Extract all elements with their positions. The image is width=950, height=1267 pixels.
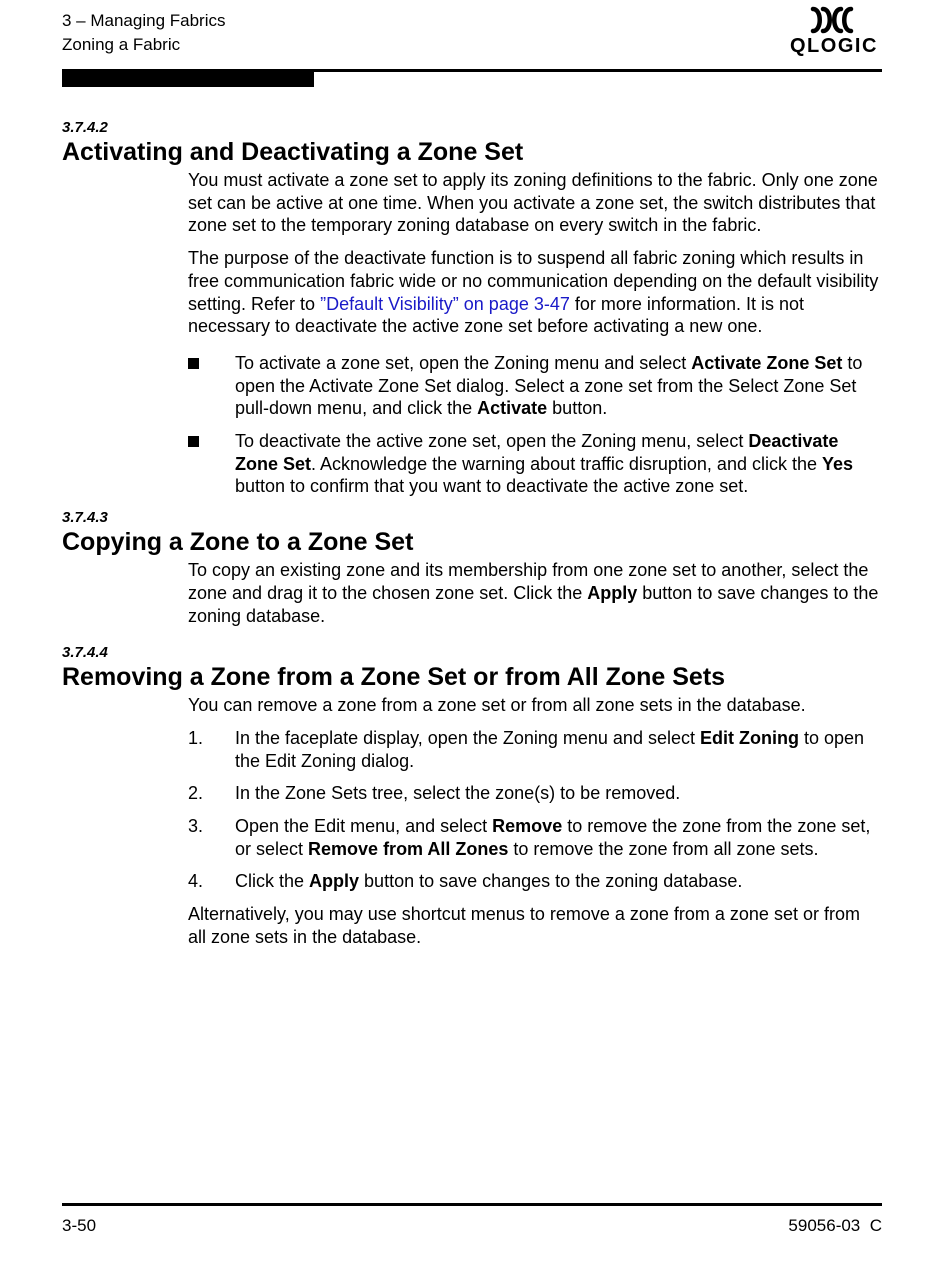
step-text — [235, 782, 882, 805]
numbered-step — [188, 727, 882, 772]
bullet-item — [188, 352, 882, 420]
page-content — [62, 118, 882, 959]
section-number: 3.7.4.3 — [62, 509, 108, 527]
bold-term: Remove from All Zones — [308, 838, 509, 859]
section-heading: Copying a Zone to a Zone Set — [62, 528, 414, 557]
text: In the faceplate display, open the Zoning menu and select — [235, 727, 700, 748]
bullet-item — [188, 430, 882, 498]
bullet-square-icon — [188, 436, 199, 447]
section-heading: Activating and Deactivating a Zone Set — [62, 138, 524, 166]
paragraph: You can remove a zone from a zone set or from all zone sets in the database. — [188, 695, 806, 716]
bold-term: Edit Zoning — [699, 727, 799, 748]
numbered-step — [188, 815, 882, 860]
numbered-step — [188, 782, 882, 805]
step-text — [235, 815, 882, 860]
bold-term: Apply — [587, 582, 638, 603]
text: Open the Edit menu, and select — [235, 816, 493, 837]
footer-rule — [62, 1203, 882, 1206]
text: to open the Edit Zoning dialog. — [235, 727, 865, 771]
paragraph — [188, 559, 882, 627]
text: To activate a zone set, open the Zoning menu and select — [235, 352, 692, 373]
text: to remove the zone from all zone sets. — [508, 838, 819, 859]
section-body — [188, 169, 882, 498]
text: Click the — [235, 871, 310, 892]
bullet-text — [235, 352, 882, 420]
bold-term: Apply — [309, 871, 360, 892]
chapter-title: 3 – Managing Fabrics — [62, 11, 226, 30]
paragraph — [188, 247, 882, 338]
text: To copy an existing zone and its membership from one zone set to another, select the zone and drag it to the chosen zone set. Click the — [188, 560, 869, 603]
bullet-text — [235, 430, 882, 498]
step-text — [235, 727, 882, 772]
step-number: 4. — [188, 871, 204, 892]
bold-term: Activate — [477, 398, 548, 419]
running-head — [62, 9, 225, 57]
document-number: 59056-03 C — [788, 1216, 882, 1235]
header-bar — [62, 72, 314, 87]
section-number: 3.7.4.4 — [62, 644, 108, 662]
section-number: 3.7.4.2 — [62, 119, 108, 136]
section-body — [188, 559, 882, 627]
step-number: 3. — [188, 816, 204, 837]
bold-term: Activate Zone Set — [691, 352, 843, 373]
bullet-square-icon — [188, 358, 199, 369]
text: to remove the zone from the zone set, or select — [235, 816, 871, 859]
step-number: 1. — [188, 727, 204, 748]
step-number: 2. — [188, 783, 204, 804]
page-number: 3-50 — [62, 1216, 97, 1235]
bold-term: Yes — [822, 453, 854, 474]
text: button to save changes to the zoning database. — [359, 871, 743, 892]
section-title: Zoning a Fabric — [62, 35, 181, 54]
text: button. — [547, 398, 608, 419]
qlogic-logo — [786, 6, 878, 62]
section-heading: Removing a Zone from a Zone Set or from All Zone Sets — [62, 663, 726, 692]
paragraph: You must activate a zone set to apply its zoning definitions to the fabric. Only one zone set can be active at one time. When you activate a zone set, the switch distributes that zone set to the temporary zoning database on every switch in the fabric. — [188, 170, 878, 236]
text: . Acknowledge the warning about traffic disruption, and click the — [311, 453, 822, 474]
step-text — [235, 870, 882, 893]
text: button to confirm that you want to deactivate the active zone set. — [235, 476, 749, 497]
text: In the Zone Sets tree, select the zone(s) to be removed. — [235, 783, 681, 804]
bold-term: Remove — [492, 816, 563, 837]
cross-reference-link[interactable]: ”Default Visibility” on page 3-47 — [320, 293, 570, 314]
text: for more information. It is not necessary to deactivate the active zone set before activating a new one. — [188, 293, 804, 337]
text: button to save changes to the zoning database. — [188, 582, 879, 626]
text: The purpose of the deactivate function is to suspend all fabric zoning which results in free communication fabric wide or no communication depending on the default visibility setting. Refer to — [188, 248, 879, 314]
numbered-step — [188, 870, 882, 893]
qlogic-logo-mark-icon — [810, 6, 854, 34]
text: To deactivate the active zone set, open the Zoning menu, select — [235, 431, 749, 452]
logo-text: QLOGIC — [790, 35, 878, 57]
text: to open the Activate Zone Set dialog. Select a zone set from the Select Zone Set pull-down menu, and click the — [235, 352, 863, 419]
section-body — [188, 694, 882, 948]
paragraph: Alternatively, you may use shortcut menus to remove a zone from a zone set or from all zone sets in the database. — [188, 904, 860, 947]
bold-term: Deactivate Zone Set — [235, 431, 839, 474]
